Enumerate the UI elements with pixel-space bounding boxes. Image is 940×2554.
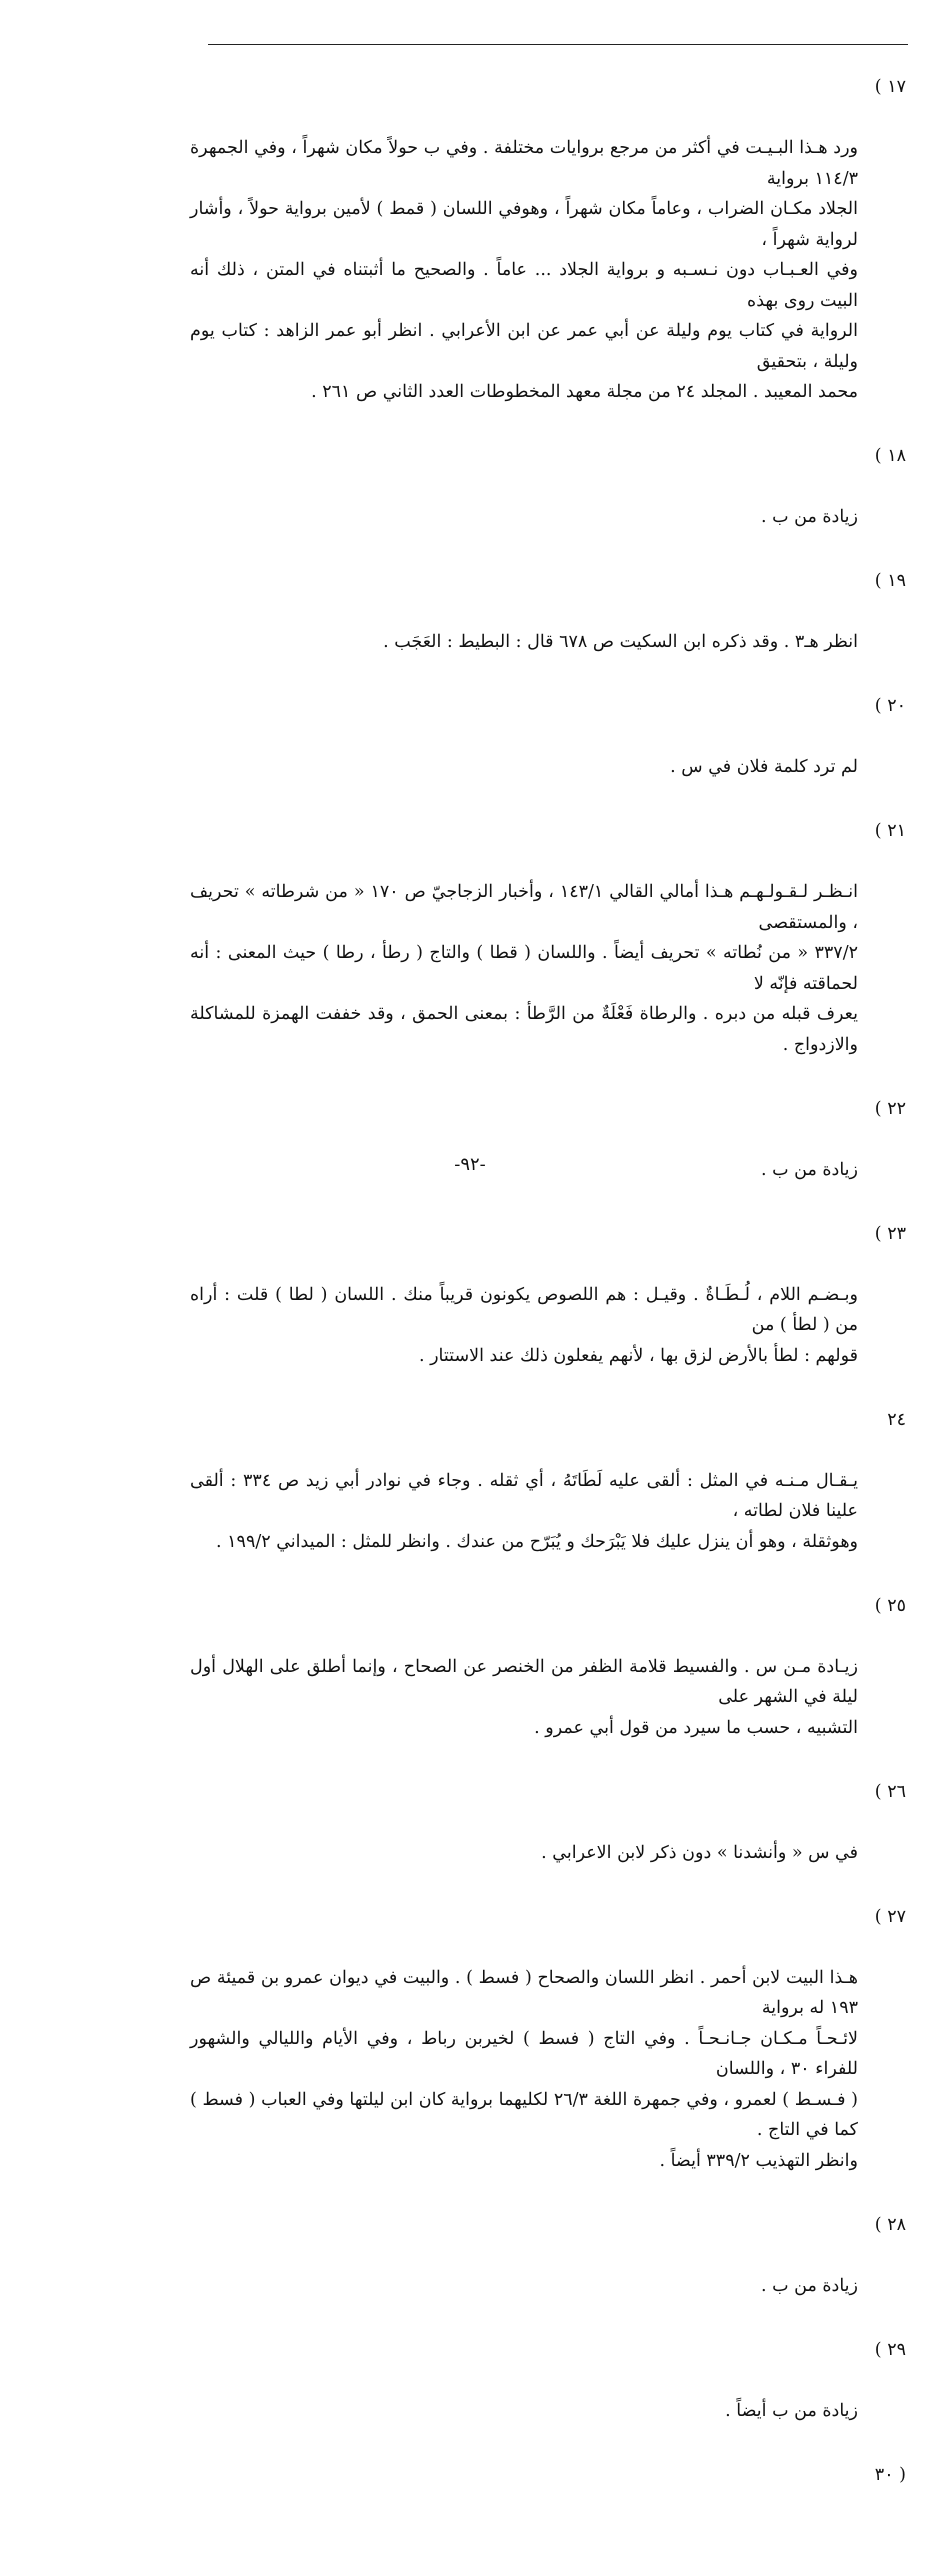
page-number: -٩٢- bbox=[454, 1154, 486, 1175]
footnote-number: ١٧ ) bbox=[874, 77, 906, 97]
footnote-25 bbox=[190, 1591, 906, 1774]
footnote-number: ٢٣ ) bbox=[874, 1223, 906, 1244]
header-rule bbox=[208, 44, 908, 45]
footnote-24 bbox=[190, 1405, 906, 1588]
footnote-number: ٢٧ ) bbox=[874, 1906, 906, 1927]
footnote-20 bbox=[190, 691, 906, 813]
footnote-number: ٢٨ ) bbox=[874, 2214, 906, 2235]
footnote-text: في س « وأنشدنا » دون ذكر لابن الاعرابي . bbox=[541, 1842, 858, 1863]
footnote-text: انظر هـ٣ . وقد ذكره ابن السكيت ص ٦٧٨ قال : البطيط : العَجَب . bbox=[383, 632, 858, 652]
footnotes-list bbox=[190, 72, 906, 2554]
footnote-number: ( ٣٠ bbox=[874, 2464, 906, 2485]
footnote-text: ورد هـذا البـيـت في أكثر من مرجع بروايات مختلفة . وفي ب حولاً مكان شهراً ، وفي الجمهرة ١١٤/٣ برواية الجلاد مكـان الضراب ، وعاماً مكان شهراً ، وهوفي اللسان ( قمط ) لأمين برواية حولاً ، وأشار لرواية شهراً ، وفي العـبـاب دون نـسـبه و برواية الجلاد ... عاماً . والصحيح ما أثبتناه في المتن ، ذلك أنه البيت روى بهذه الرواية في كتاب يوم وليلة عن أبي عمر عن ابن الأعرابي . انظر أبو عمر الزاهد : كتاب يوم وليلة ، بتحقيق محمد المعيبد . المجلد ٢٤ من مجلة معهد المخطوطات العدد الثاني ص ٢٦١ . bbox=[190, 138, 858, 402]
footnote-text: زيادة من ب أيضاً . bbox=[725, 2400, 858, 2421]
footnote-text: لم ترد كلمة فلان في س . bbox=[670, 757, 858, 777]
footnote-28 bbox=[190, 2210, 906, 2332]
footnote-number: ٢٦ ) bbox=[874, 1781, 906, 1802]
footnote-text: هـذا البيت لابن أحمر . انظر اللسان والصحاح ( فسط ) . والبيت في ديوان عمرو بن قميئة ص ١٩٣ له برواية لائـحـاً مـكـان جـانـحـاً . وفي التاج ( فسط ) لخيربن رباط ، وفي الأيام والليالي والشهور للفراء ٣٠ ، واللسان ( فـسـط ) لعمرو ، وفي جمهرة اللغة ٢٦/٣ لكليهما برواية كان ابن ليلتها وفي العباب ( فسط ) كما في التاج . وانظر التهذيب ٣٣٩/٢ أيضاً . bbox=[190, 1967, 858, 2171]
footnote-17 bbox=[190, 72, 906, 438]
footnote-30 bbox=[190, 2460, 906, 2552]
footnote-21 bbox=[190, 816, 906, 1091]
footnote-number: ٢٢ ) bbox=[874, 1098, 906, 1119]
footnote-26 bbox=[190, 1777, 906, 1899]
footnote-text: زيادة من ب . bbox=[760, 507, 858, 527]
footnote-number: ٢١ ) bbox=[874, 821, 906, 841]
footnote-number: ١٩ ) bbox=[874, 571, 906, 591]
footnote-text: زيادة من ب . bbox=[760, 1159, 858, 1180]
footnote-number: ٢٤ bbox=[887, 1409, 906, 1430]
footnote-text: انـظـر لـقـولـهـم هـذا أمالي القالي ١٤٣/١ ، وأخبار الزجاجيّ ص ١٧٠ « من شرطاته » تحريف ، والمستقصى ٣٣٧/٢ « من نُطاته » تحريف أيضاً . واللسان ( قطا ) والتاج ( رطأ ، رطا ) حيث المعنى : أنه لحماقته فإنّه لا يعرف قبله من دبره . والرطاة فَعْلَةٌ من الرَّطأ : بمعنى الحمق ، وقد خففت الهمزة للمشاكلة والازدواج . bbox=[190, 882, 858, 1055]
footnote-text: زيادة من ب . bbox=[760, 2275, 858, 2296]
footnote-29 bbox=[190, 2335, 906, 2457]
footnote-text: وبـضـم اللام ، لُـطَـاةٌ . وقيـل : هم اللصوص يكونون قريباً منك . اللسان ( لطا ) قلت : أراه من ( لطأ ) من قولهم : لطأ بالأرض لزق بها ، لأنهم يفعلون ذلك عند الاستتار . bbox=[190, 1284, 858, 1366]
footnote-18 bbox=[190, 441, 906, 563]
footnote-number: ٢٠ ) bbox=[874, 696, 906, 716]
footnote-number: ٢٥ ) bbox=[874, 1595, 906, 1616]
footnote-23 bbox=[190, 1219, 906, 1402]
footnote-number: ١٨ ) bbox=[874, 446, 906, 466]
footnote-text: زيـادة مـن س . والفسيط قلامة الظفر من الخنصر عن الصحاح ، وإنما أطلق على الهلال أول ليلة في الشهر على التشبيه ، حسب ما سيرد من قول أبي عمرو . bbox=[190, 1656, 858, 1738]
footnote-number: ٢٩ ) bbox=[874, 2339, 906, 2360]
footnote-19 bbox=[190, 566, 906, 688]
footnote-text: يـقـال مـنـه في المثل : ألقى عليه لَطَاتَهُ ، أي ثقله . وجاء في نوادر أبي زيد ص ٣٣٤ : ألقى علينا فلان لطاته ، وهوثقلة ، وهو أن ينزل عليك فلا يَبْرَحك و يُبَرّح من عندك . وانظر للمثل : الميداني ١٩٩/٢ . bbox=[190, 1470, 858, 1552]
footnote-27 bbox=[190, 1902, 906, 2207]
